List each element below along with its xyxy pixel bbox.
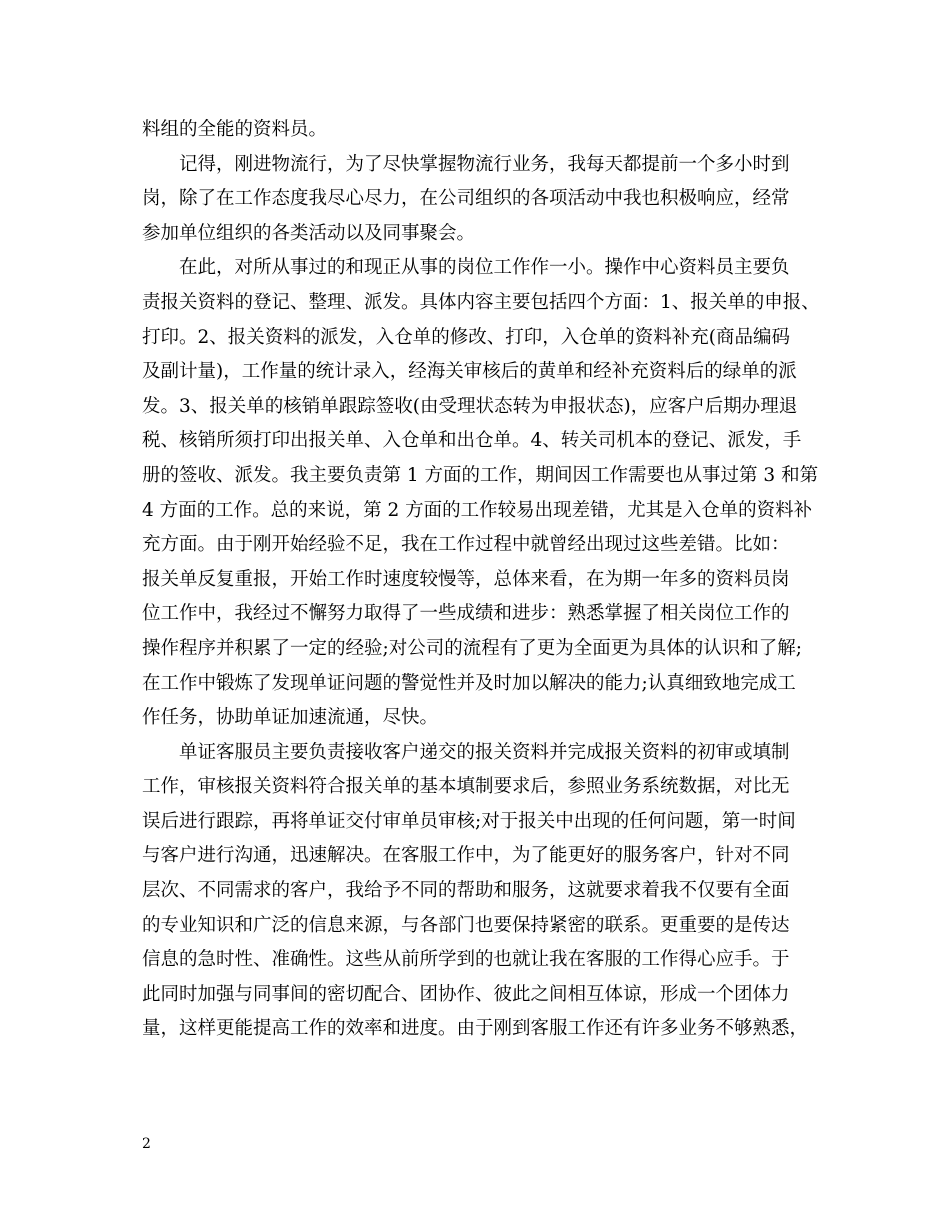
text-line: 量，这样更能提高工作的效率和进度。由于刚到客服工作还有许多业务不够熟悉， bbox=[142, 1018, 809, 1040]
text-line: 在工作中锻炼了发现单证问题的警觉性并及时加以解决的能力;认真细致地完成工 bbox=[142, 672, 796, 694]
text-line: 报关单反复重报，开始工作时速度较慢等，总体来看，在为期一年多的资料员岗 bbox=[142, 568, 790, 590]
text-line: 打印。2、报关资料的派发，入仓单的修改、打印，入仓单的资料补充(商品编码 bbox=[142, 326, 790, 348]
text-line: 的专业知识和广泛的信息来源，与各部门也要保持紧密的联系。更重要的是传达 bbox=[142, 914, 790, 936]
text-line: 与客户进行沟通，迅速解决。在客服工作中，为了能更好的服务客户，针对不同 bbox=[142, 845, 790, 867]
text-line: 此同时加强与同事间的密切配合、团协作、彼此之间相互体谅，形成一个团体力 bbox=[142, 983, 790, 1005]
text-line: 操作程序并积累了一定的经验;对公司的流程有了更为全面更为具体的认识和了解; bbox=[142, 637, 802, 659]
text-line: 工作，审核报关资料符合报关单的基本填制要求后，参照业务系统数据，对比无 bbox=[142, 776, 790, 798]
text-line: 及副计量)，工作量的统计录入，经海关审核后的黄单和经补充资料后的绿单的派 bbox=[142, 361, 797, 383]
text-line: 发。3、报关单的核销单跟踪签收(由受理状态转为申报状态)，应客户后期办理退 bbox=[142, 395, 798, 417]
text-line: 记得，刚进物流行，为了尽快掌握物流行业务，我每天都提前一个多小时到 bbox=[179, 153, 790, 175]
text-line: 责报关资料的登记、整理、派发。具体内容主要包括四个方面：1、报关单的申报、 bbox=[142, 291, 820, 313]
document-body bbox=[142, 113, 822, 1047]
text-line: 作任务，协助单证加速流通，尽快。 bbox=[142, 707, 439, 729]
text-line: 单证客服员主要负责接收客户递交的报关资料并完成报关资料的初审或填制 bbox=[179, 741, 790, 763]
text-line: 位工作中，我经过不懈努力取得了一些成绩和进步：熟悉掌握了相关岗位工作的 bbox=[142, 603, 790, 625]
text-line: 参加单位组织的各类活动以及同事聚会。 bbox=[142, 222, 476, 244]
text-line: 册的签收、派发。我主要负责第 1 方面的工作，期间因工作需要也从事过第 3 和第 bbox=[142, 464, 819, 486]
text-line: 层次、不同需求的客户，我给予不同的帮助和服务，这就要求着我不仅要有全面 bbox=[142, 880, 790, 902]
text-line: 信息的急时性、准确性。这些从前所学到的也就让我在客服的工作得心应手。于 bbox=[142, 949, 790, 971]
text-line: 岗，除了在工作态度我尽心尽力，在公司组织的各项活动中我也积极响应，经常 bbox=[142, 188, 790, 210]
text-line: 料组的全能的资料员。 bbox=[142, 119, 328, 140]
text-line: 充方面。由于刚开始经验不足，我在工作过程中就曾经出现过这些差错。比如： bbox=[142, 534, 790, 556]
text-line: 误后进行跟踪，再将单证交付审单员审核;对于报关中出现的任何问题，第一时间 bbox=[142, 810, 796, 832]
text-line: 4 方面的工作。总的来说，第 2 方面的工作较易出现差错，尤其是入仓单的资料补 bbox=[142, 499, 813, 521]
page-number: 2 bbox=[142, 1136, 151, 1152]
text-line: 在此，对所从事过的和现正从事的岗位工作作一小。操作中心资料员主要负 bbox=[179, 257, 790, 279]
text-line: 税、核销所须打印出报关单、入仓单和出仓单。4、转关司机本的登记、派发，手 bbox=[142, 430, 802, 452]
